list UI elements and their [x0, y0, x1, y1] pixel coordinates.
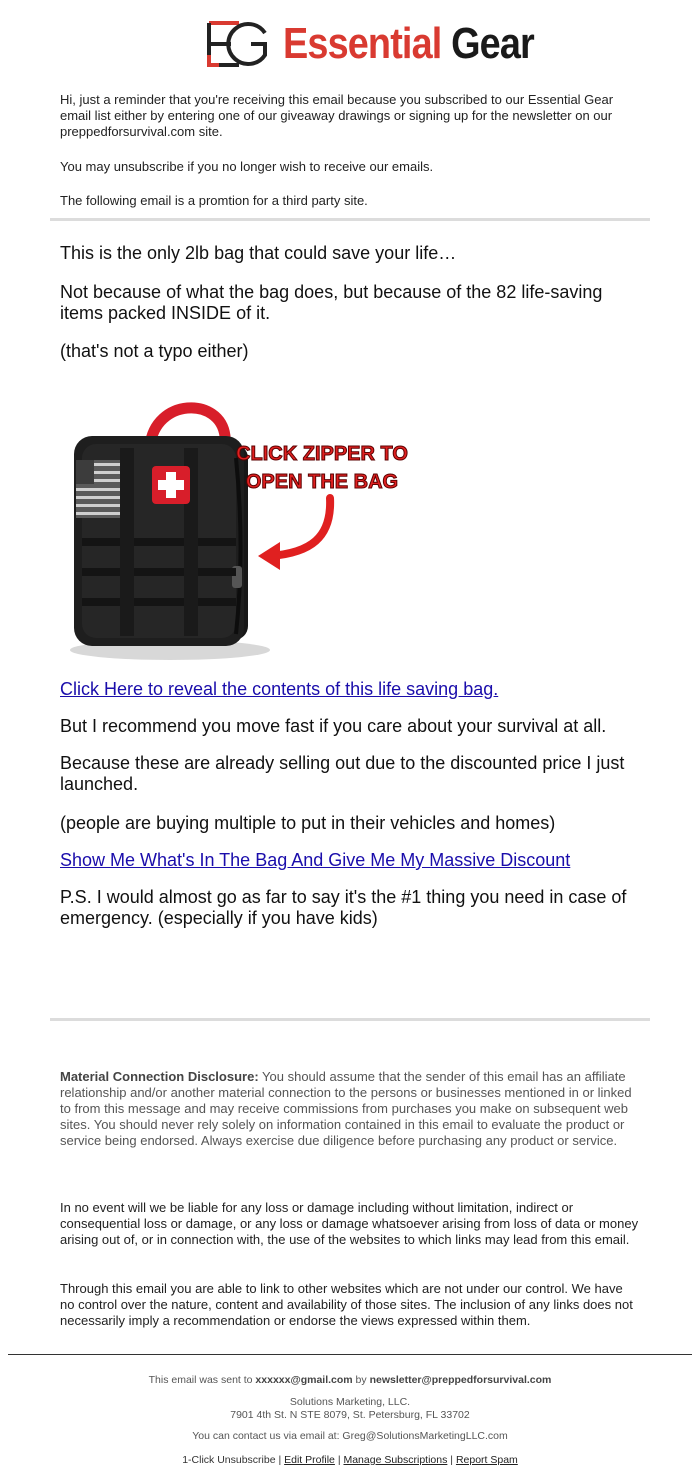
headline: This is the only 2lb bag that could save your life…: [60, 243, 457, 263]
one-click-unsubscribe[interactable]: 1-Click Unsubscribe: [182, 1454, 276, 1466]
divider: [50, 1018, 650, 1021]
sent-by: by: [352, 1374, 370, 1386]
company-address: [0, 1396, 700, 1422]
image-caption-line1: CLICK ZIPPER TO: [236, 443, 408, 465]
brand-word-essential: Essential: [283, 19, 442, 68]
discount-link[interactable]: Show Me What's In The Bag And Give Me My Massive Discount: [60, 850, 571, 870]
recipient-email: xxxxxx@gmail.com: [255, 1374, 353, 1386]
separator: |: [275, 1454, 285, 1466]
liability-note: In no event will we be liable for any loss or damage including without limitation, indirect or consequential loss or damage, or any loss or damage whatsoever arising from loss of data or money arising out of, or in connection with, the use of the websites to which links may lead from this email.: [60, 1200, 639, 1247]
body-paragraph: (people are buying multiple to put in their vehicles and homes): [60, 813, 556, 833]
image-caption-line2: OPEN THE BAG: [245, 471, 399, 493]
reveal-contents-link[interactable]: Click Here to reveal the contents of this life saving bag.: [60, 679, 499, 699]
material-disclosure: [60, 1069, 640, 1149]
separator: |: [447, 1454, 456, 1466]
disclosure-title: Material Connection Disclosure:: [60, 1069, 259, 1084]
essential-gear-logo[interactable]: [205, 17, 575, 71]
body-paragraph: Because these are already selling out due to the discounted price I just launched.: [60, 753, 625, 794]
report-spam-link[interactable]: Report Spam: [455, 1454, 518, 1466]
company-name: Solutions Marketing, LLC.: [289, 1396, 411, 1408]
disclosure-text: You should assume that the sender of this email has an affiliate relationship and/or another material connection to the persons or businesses mentioned in or linked to from this message and may receive commissions from purchases you make on subsequent web sites. You should never rely solely on information contained in this email to evaluate the product or service being endorsed. Always exercise due diligence before purchasing any product or service.: [60, 1069, 632, 1148]
brand-name: [283, 19, 534, 68]
body-paragraph: Not because of what the bag does, but because of the 82 life-saving items packed INSIDE of it.: [60, 282, 603, 323]
separator: |: [334, 1454, 344, 1466]
sent-prefix: This email was sent to: [148, 1374, 256, 1386]
external-links-note: Through this email you are able to link to other websites which are not under our control. We have no control over the nature, content and availability of those sites. The inclusion of any links does not necessarily imply a recommendation or endorse the views expressed within them.: [60, 1281, 633, 1328]
promo-note: The following email is a promtion for a third party site.: [60, 193, 368, 208]
divider: [50, 218, 650, 221]
body-paragraph: But I recommend you move fast if you care about your survival at all.: [60, 716, 607, 736]
sent-to-line: [0, 1374, 700, 1387]
ps-paragraph: P.S. I would almost go as far to say it's the #1 thing you need in case of emergency. (especially if you have kids): [60, 887, 627, 928]
first-aid-bag-image[interactable]: [60, 388, 410, 668]
sender-email: newsletter@preppedforsurvival.com: [369, 1374, 552, 1386]
brand-word-gear: Gear: [451, 19, 534, 68]
body-paragraph: (that's not a typo either): [60, 341, 249, 361]
footer-links: [0, 1454, 700, 1467]
contact-line: You can contact us via email at: Greg@SolutionsMarketingLLC.com: [192, 1430, 508, 1442]
subscription-reminder: Hi, just a reminder that you're receiving this email because you subscribed to our Essential Gear email list either by entering one of our giveaway drawings or signing up for the newsletter on our preppedforsurvival.com site.: [60, 92, 614, 139]
manage-subscriptions-link[interactable]: Manage Subscriptions: [343, 1454, 448, 1466]
unsubscribe-note: You may unsubscribe if you no longer wish to receive our emails.: [60, 159, 434, 174]
footer-divider: [8, 1354, 692, 1355]
edit-profile-link[interactable]: Edit Profile: [284, 1454, 335, 1466]
eg-logo-mark-icon: [205, 19, 269, 69]
street-address: 7901 4th St. N STE 8079, St. Petersburg, FL 33702: [230, 1409, 470, 1421]
